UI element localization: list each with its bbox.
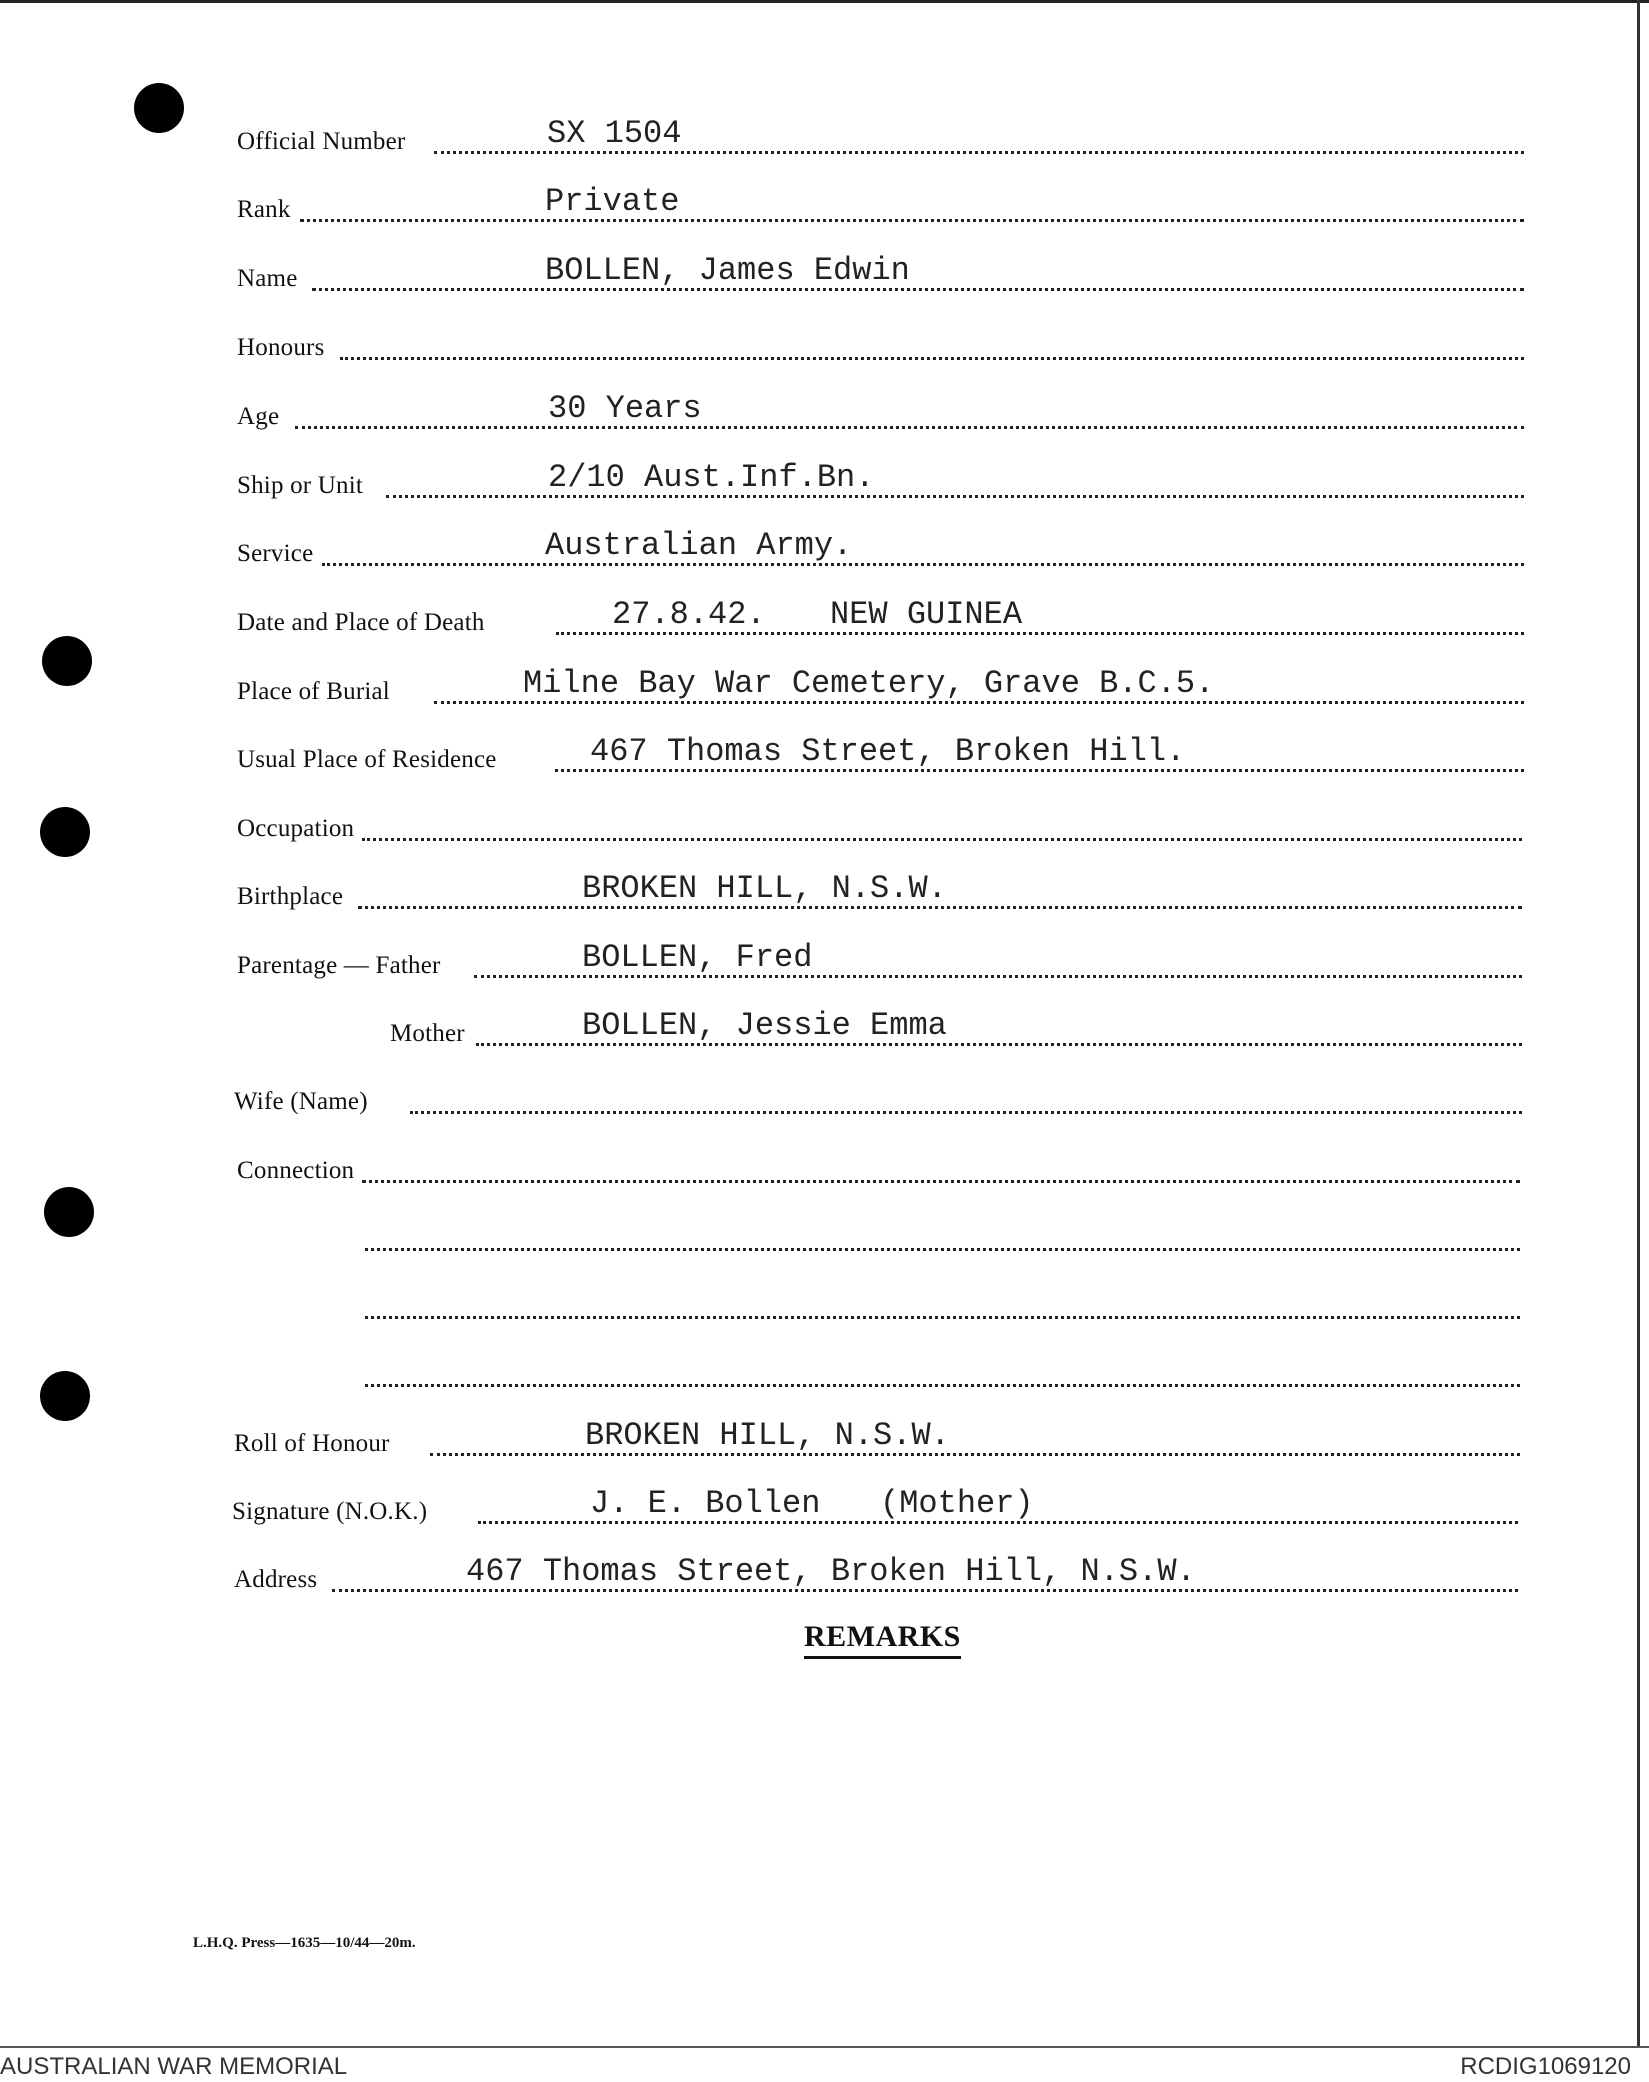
mother-label: Mother [390,1020,465,1047]
signature-label: Signature (N.O.K.) [232,1498,428,1525]
connection-label: Connection [237,1157,355,1184]
address-label: Address [234,1566,318,1593]
ship-or-unit-row [0,459,1649,508]
death-place-value: NEW GUINEA [830,596,1023,633]
signature-note: (Mother) [880,1485,1034,1522]
remarks-heading: REMARKS [804,1620,961,1659]
footer-archive-name: AUSTRALIAN WAR MEMORIAL [0,2053,348,2080]
mother-row [0,1007,1649,1056]
address-row [0,1553,1649,1602]
dotted-line [365,1316,1520,1319]
birthplace-label: Birthplace [237,883,344,910]
dotted-line [362,1180,1520,1183]
age-value: 30 Years [548,390,702,427]
honours-label: Honours [237,334,325,361]
service-value: Australian Army. [545,527,853,564]
footer-record-id: RCDIG1069120 [1460,2053,1631,2080]
signature-row [0,1485,1649,1534]
honours-row [0,326,1649,370]
page-edge-top [0,0,1649,3]
dotted-line [365,1384,1520,1387]
occupation-row [0,807,1649,851]
footer-divider [0,2046,1649,2048]
burial-label: Place of Burial [237,678,390,705]
service-row [0,527,1649,576]
dotted-line [322,563,1524,566]
press-note: L.H.Q. Press—1635—10/44—20m. [193,1935,416,1951]
dotted-line [362,838,1522,841]
residence-value: 467 Thomas Street, Broken Hill. [590,733,1186,770]
roll-of-honour-value: BROKEN HILL, N.S.W. [585,1417,950,1454]
father-label: Parentage — Father [237,952,441,979]
burial-row [0,665,1649,714]
connection-continuation-row [0,1217,1649,1261]
father-value: BOLLEN, Fred [582,939,813,976]
dotted-line [340,357,1524,360]
death-label: Date and Place of Death [237,609,485,636]
roll-of-honour-row [0,1417,1649,1466]
official-number-value: SX 1504 [547,115,682,152]
official-number-row [0,115,1649,164]
residence-label: Usual Place of Residence [237,746,497,773]
ship-or-unit-value: 2/10 Aust.Inf.Bn. [548,459,875,496]
father-row [0,939,1649,988]
ship-or-unit-label: Ship or Unit [237,472,364,499]
roll-of-honour-label: Roll of Honour [234,1430,390,1457]
service-label: Service [237,540,314,567]
birthplace-row [0,870,1649,919]
name-row [0,252,1649,301]
rank-label: Rank [237,196,291,223]
dotted-line [410,1111,1522,1114]
name-label: Name [237,265,298,292]
birthplace-value: BROKEN HILL, N.S.W. [582,870,947,907]
dotted-line [300,219,1524,222]
rank-row [0,183,1649,232]
dotted-line [312,288,1524,291]
official-number-label: Official Number [237,128,406,155]
dotted-line [295,426,1524,429]
mother-value: BOLLEN, Jessie Emma [582,1007,947,1044]
death-row [0,596,1649,645]
connection-continuation-row [0,1353,1649,1397]
connection-continuation-row [0,1285,1649,1329]
wife-row [0,1080,1649,1124]
age-label: Age [237,403,280,430]
death-date-value: 27.8.42. [612,596,766,633]
residence-row [0,733,1649,782]
age-row [0,390,1649,439]
connection-row [0,1149,1649,1193]
rank-value: Private [545,183,680,220]
burial-value: Milne Bay War Cemetery, Grave B.C.5. [523,665,1215,702]
occupation-label: Occupation [237,815,355,842]
dotted-line [365,1248,1520,1251]
name-value: BOLLEN, James Edwin [545,252,910,289]
address-value: 467 Thomas Street, Broken Hill, N.S.W. [466,1553,1196,1590]
signature-value: J. E. Bollen [590,1485,821,1522]
wife-label: Wife (Name) [234,1088,368,1115]
